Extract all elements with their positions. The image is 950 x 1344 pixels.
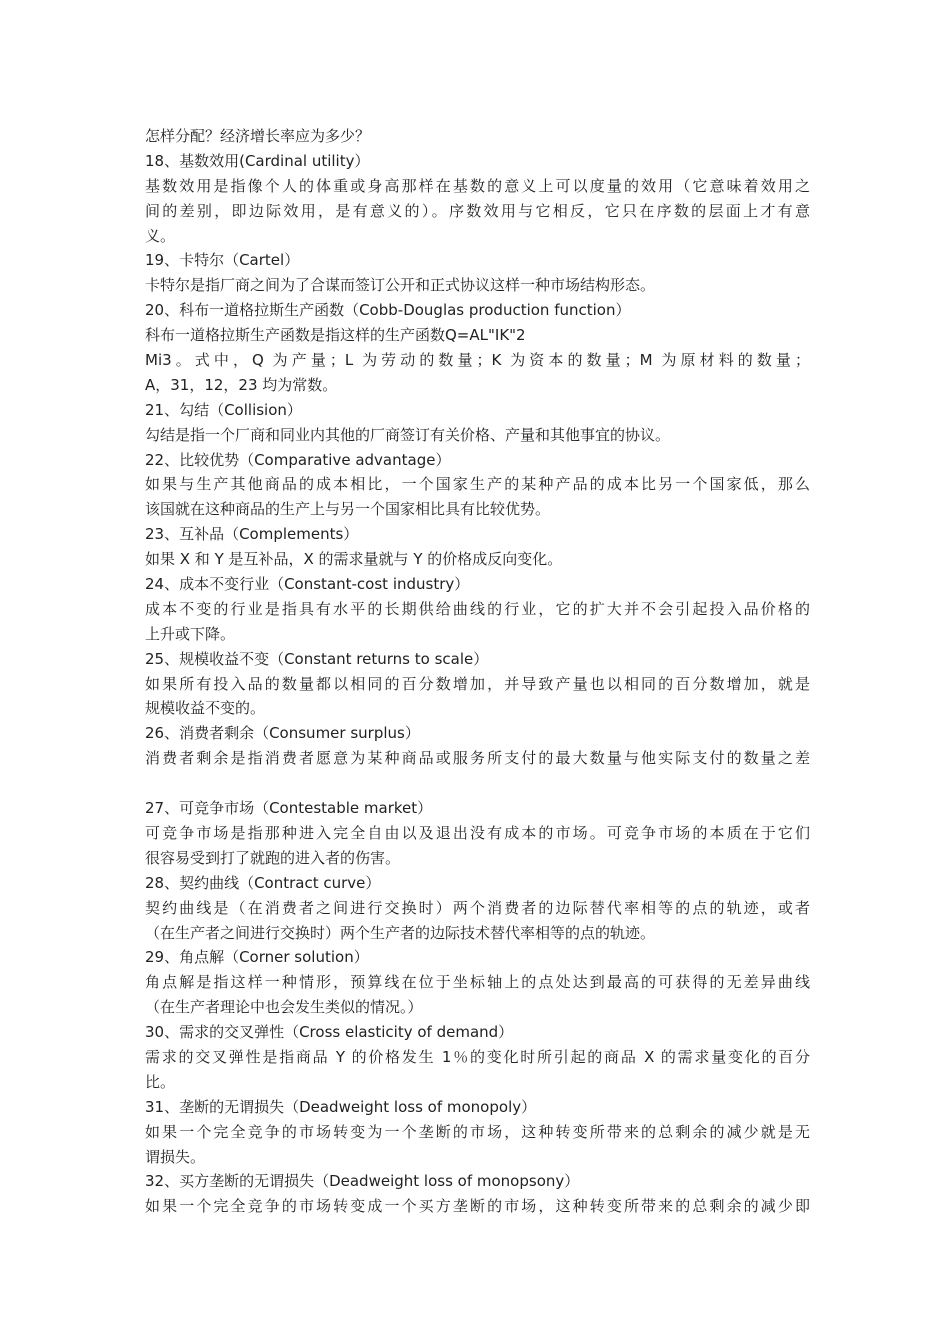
text-line: 消费者剩余是指消费者愿意为某种商品或服务所支付的最大数量与他实际支付的数量之差 bbox=[145, 749, 810, 768]
text-line: 19、卡特尔（Cartel） bbox=[145, 251, 300, 270]
text-line: 32、买方垄断的无谓损失（Deadweight loss of monopsony） bbox=[145, 1172, 580, 1191]
text-line: 勾结是指一个厂商和同业内其他的厂商签订有关价格、产量和其他事宜的协议。 bbox=[145, 425, 671, 444]
text-line: 可竞争市场是指那种进入完全自由以及退出没有成本的市场。可竞争市场的本质在于它们 bbox=[145, 823, 810, 842]
text-line: （在生产者理论中也会发生类似的情况。） bbox=[145, 998, 423, 1017]
text-line: 23、互补品（Complements） bbox=[145, 525, 359, 544]
text-line: 20、科布一道格拉斯生产函数（Cobb-Douglas production function） bbox=[145, 301, 631, 320]
text-line: （在生产者之间进行交换时）两个生产者的边际技术替代率相等的点的轨迹。 bbox=[145, 923, 656, 942]
text-line: 比。 bbox=[145, 1072, 176, 1091]
text-line: 谓损失。 bbox=[145, 1147, 206, 1166]
text-line: Mi3。式中，Q 为产量；L 为劳动的数量；K 为资本的数量；M 为原材料的数量； bbox=[145, 351, 810, 370]
text-line: 怎样分配？经济增长率应为多少？ bbox=[145, 127, 371, 145]
text-line: 如果 X 和 Y 是互补品，X 的需求量就与 Y 的价格成反向变化。 bbox=[145, 550, 563, 569]
text-line: 卡特尔是指厂商之间为了合谋而签订公开和正式协议这样一种市场结构形态。 bbox=[145, 276, 656, 295]
text-line: 如果与生产其他商品的成本相比，一个国家生产的某种产品的成本比另一个国家低，那么 bbox=[145, 475, 810, 494]
text-line: 18、基数效用(Cardinal utility） bbox=[145, 151, 370, 170]
text-line: 很容易受到打了就跑的进入者的伤害。 bbox=[145, 848, 401, 867]
text-line: 28、契约曲线（Contract curve） bbox=[145, 873, 381, 892]
text-line: 如果一个完全竞争的市场转变为一个垄断的市场，这种转变所带来的总剩余的减少就是无 bbox=[145, 1122, 810, 1141]
text-line: 24、成本不变行业（Constant-cost industry） bbox=[145, 575, 470, 594]
text-line: 21、勾结（Collision） bbox=[145, 400, 302, 419]
text-line: 31、垄断的无谓损失（Deadweight loss of monopoly） bbox=[145, 1097, 537, 1116]
text-line: 间的差别，即边际效用，是有意义的）。序数效用与它相反，它只在序数的层面上才有意 bbox=[145, 201, 810, 220]
text-line: 25、规模收益不变（Constant returns to scale） bbox=[145, 649, 489, 668]
text-line: 成本不变的行业是指具有水平的长期供给曲线的行业，它的扩大并不会引起投入品价格的 bbox=[145, 599, 810, 618]
text-line: 上升或下降。 bbox=[145, 624, 236, 643]
text-line: 基数效用是指像个人的体重或身高那样在基数的意义上可以度量的效用（它意味着效用之 bbox=[145, 176, 810, 195]
text-line: 该国就在这种商品的生产上与另一个国家相比具有比较优势。 bbox=[145, 500, 551, 519]
text-line: 26、消费者剩余（Consumer surplus） bbox=[145, 724, 420, 743]
blank-line bbox=[145, 771, 810, 796]
text-line: 29、角点解（Corner solution） bbox=[145, 948, 369, 967]
text-line: 契约曲线是（在消费者之间进行交换时）两个消费者的边际替代率相等的点的轨迹，或者 bbox=[145, 898, 810, 917]
text-line: 如果一个完全竞争的市场转变成一个买方垄断的市场，这种转变所带来的总剩余的减少即 bbox=[145, 1197, 810, 1216]
text-line: 角点解是指这样一种情形，预算线在位于坐标轴上的点处达到最高的可获得的无差异曲线 bbox=[145, 973, 810, 992]
text-line: 规模收益不变的。 bbox=[145, 699, 266, 718]
text-line: 需求的交叉弹性是指商品 Y 的价格发生 1％的变化时所引起的商品 X 的需求量变化的百分 bbox=[145, 1047, 810, 1066]
document-page bbox=[145, 124, 810, 1219]
text-line: 22、比较优势（Comparative advantage） bbox=[145, 450, 451, 469]
text-line: 义。 bbox=[145, 226, 176, 245]
text-line: 科布一道格拉斯生产函数是指这样的生产函数Q=AL"IK"2 bbox=[145, 326, 526, 345]
text-line: A，31，12，23 均为常数。 bbox=[145, 375, 338, 394]
text-line: 27、可竞争市场（Contestable market） bbox=[145, 799, 433, 818]
text-line: 如果所有投入品的数量都以相同的百分数增加，并导致产量也以相同的百分数增加，就是 bbox=[145, 674, 810, 693]
text-line: 30、需求的交叉弹性（Cross elasticity of demand） bbox=[145, 1023, 514, 1042]
